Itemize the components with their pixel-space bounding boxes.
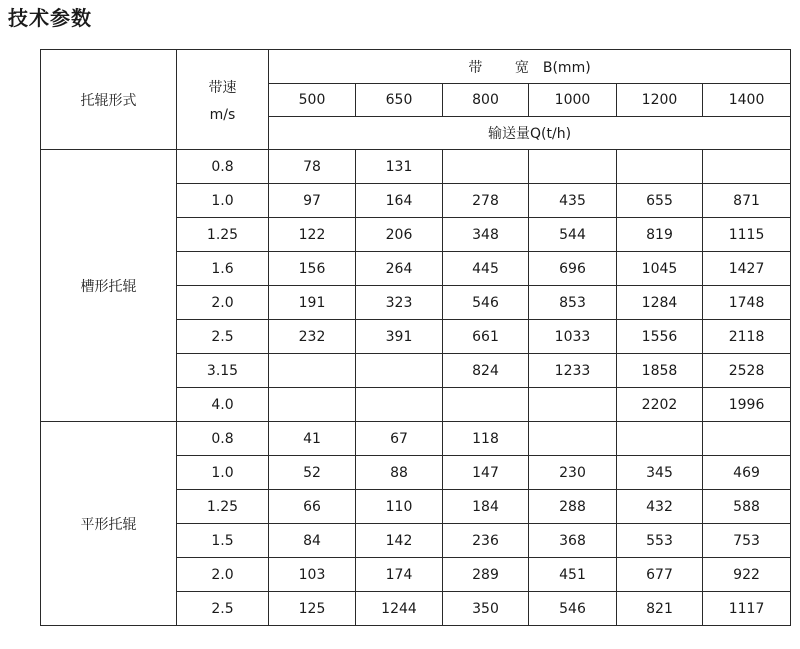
capacity-cell: 661: [443, 320, 529, 354]
capacity-cell: 206: [356, 218, 443, 252]
capacity-cell: 368: [529, 524, 617, 558]
capacity-cell: 824: [443, 354, 529, 388]
capacity-cell: [529, 150, 617, 184]
capacity-cell: 469: [703, 456, 791, 490]
capacity-cell: 655: [617, 184, 703, 218]
capacity-cell: 1996: [703, 388, 791, 422]
capacity-cell: 871: [703, 184, 791, 218]
capacity-cell: 853: [529, 286, 617, 320]
capacity-cell: 41: [269, 422, 356, 456]
capacity-cell: 174: [356, 558, 443, 592]
capacity-cell: 66: [269, 490, 356, 524]
capacity-cell: 122: [269, 218, 356, 252]
capacity-cell: [529, 422, 617, 456]
capacity-cell: 125: [269, 592, 356, 626]
capacity-cell: 1244: [356, 592, 443, 626]
capacity-cell: 432: [617, 490, 703, 524]
capacity-cell: 1045: [617, 252, 703, 286]
belt-speed-cell: 1.0: [177, 184, 269, 218]
belt-speed-header: [177, 50, 269, 150]
capacity-cell: 264: [356, 252, 443, 286]
belt-speed-cell: 1.0: [177, 456, 269, 490]
capacity-cell: [443, 150, 529, 184]
belt-speed-cell: 2.5: [177, 592, 269, 626]
capacity-cell: 2202: [617, 388, 703, 422]
capacity-cell: 88: [356, 456, 443, 490]
capacity-cell: 922: [703, 558, 791, 592]
belt-speed-cell: 1.25: [177, 218, 269, 252]
belt-width-cell: 650: [356, 84, 443, 117]
capacity-cell: 1427: [703, 252, 791, 286]
belt-speed-cell: 1.25: [177, 490, 269, 524]
capacity-cell: 52: [269, 456, 356, 490]
capacity-cell: 391: [356, 320, 443, 354]
belt-width-cell: 800: [443, 84, 529, 117]
capacity-cell: 323: [356, 286, 443, 320]
capacity-cell: 131: [356, 150, 443, 184]
capacity-cell: 84: [269, 524, 356, 558]
capacity-cell: 78: [269, 150, 356, 184]
belt-speed-cell: 1.5: [177, 524, 269, 558]
capacity-cell: 230: [529, 456, 617, 490]
idler-type-cell: 平形托辊: [41, 422, 177, 626]
capacity-cell: 1115: [703, 218, 791, 252]
belt-speed-cell: 2.0: [177, 558, 269, 592]
capacity-cell: 819: [617, 218, 703, 252]
table-row: [41, 422, 791, 456]
capacity-cell: 1233: [529, 354, 617, 388]
capacity-cell: 1033: [529, 320, 617, 354]
capacity-cell: [617, 422, 703, 456]
belt-speed-cell: 3.15: [177, 354, 269, 388]
capacity-cell: [356, 388, 443, 422]
belt-speed-cell: 2.0: [177, 286, 269, 320]
page-title: 技术参数: [8, 6, 92, 30]
capacity-cell: 191: [269, 286, 356, 320]
belt-speed-label: 带速: [208, 79, 237, 96]
capacity-cell: 1748: [703, 286, 791, 320]
capacity-cell: 553: [617, 524, 703, 558]
capacity-cell: 1284: [617, 286, 703, 320]
capacity-cell: [703, 422, 791, 456]
belt-speed-unit: m/s: [209, 106, 236, 123]
belt-speed-cell: 4.0: [177, 388, 269, 422]
capacity-cell: [443, 388, 529, 422]
capacity-cell: 445: [443, 252, 529, 286]
capacity-cell: [269, 354, 356, 388]
capacity-cell: 278: [443, 184, 529, 218]
capacity-cell: 345: [617, 456, 703, 490]
capacity-cell: 1117: [703, 592, 791, 626]
capacity-header: 输送量Q(t/h): [269, 117, 791, 150]
belt-width-header: [269, 50, 791, 84]
capacity-cell: 696: [529, 252, 617, 286]
belt-width-cell: 1200: [617, 84, 703, 117]
belt-speed-cell: 0.8: [177, 422, 269, 456]
capacity-cell: 97: [269, 184, 356, 218]
idler-type-header: 托辊形式: [41, 50, 177, 150]
capacity-cell: 164: [356, 184, 443, 218]
spec-table: [40, 49, 791, 626]
capacity-cell: 103: [269, 558, 356, 592]
capacity-cell: 232: [269, 320, 356, 354]
capacity-cell: 451: [529, 558, 617, 592]
belt-speed-cell: 2.5: [177, 320, 269, 354]
capacity-cell: 288: [529, 490, 617, 524]
capacity-cell: [703, 150, 791, 184]
belt-speed-cell: 1.6: [177, 252, 269, 286]
capacity-cell: 348: [443, 218, 529, 252]
capacity-cell: 1858: [617, 354, 703, 388]
belt-width-cell: 1400: [703, 84, 791, 117]
capacity-cell: 236: [443, 524, 529, 558]
capacity-cell: 2118: [703, 320, 791, 354]
belt-width-cell: 1000: [529, 84, 617, 117]
capacity-cell: 1556: [617, 320, 703, 354]
capacity-cell: 350: [443, 592, 529, 626]
capacity-cell: 67: [356, 422, 443, 456]
capacity-cell: 142: [356, 524, 443, 558]
capacity-cell: 753: [703, 524, 791, 558]
belt-width-label: 带 宽: [468, 59, 543, 76]
capacity-cell: 677: [617, 558, 703, 592]
capacity-cell: [356, 354, 443, 388]
capacity-cell: 821: [617, 592, 703, 626]
capacity-cell: 147: [443, 456, 529, 490]
belt-speed-cell: 0.8: [177, 150, 269, 184]
capacity-cell: 118: [443, 422, 529, 456]
belt-width-cell: 500: [269, 84, 356, 117]
capacity-cell: [529, 388, 617, 422]
capacity-cell: 435: [529, 184, 617, 218]
capacity-cell: 2528: [703, 354, 791, 388]
capacity-cell: 588: [703, 490, 791, 524]
idler-type-cell: 槽形托辊: [41, 150, 177, 422]
table-row: [41, 150, 791, 184]
capacity-cell: 289: [443, 558, 529, 592]
capacity-cell: [269, 388, 356, 422]
capacity-cell: 544: [529, 218, 617, 252]
belt-width-unit: B(mm): [542, 59, 591, 76]
capacity-cell: 156: [269, 252, 356, 286]
capacity-cell: 184: [443, 490, 529, 524]
capacity-cell: 546: [443, 286, 529, 320]
capacity-cell: 110: [356, 490, 443, 524]
capacity-cell: [617, 150, 703, 184]
capacity-cell: 546: [529, 592, 617, 626]
